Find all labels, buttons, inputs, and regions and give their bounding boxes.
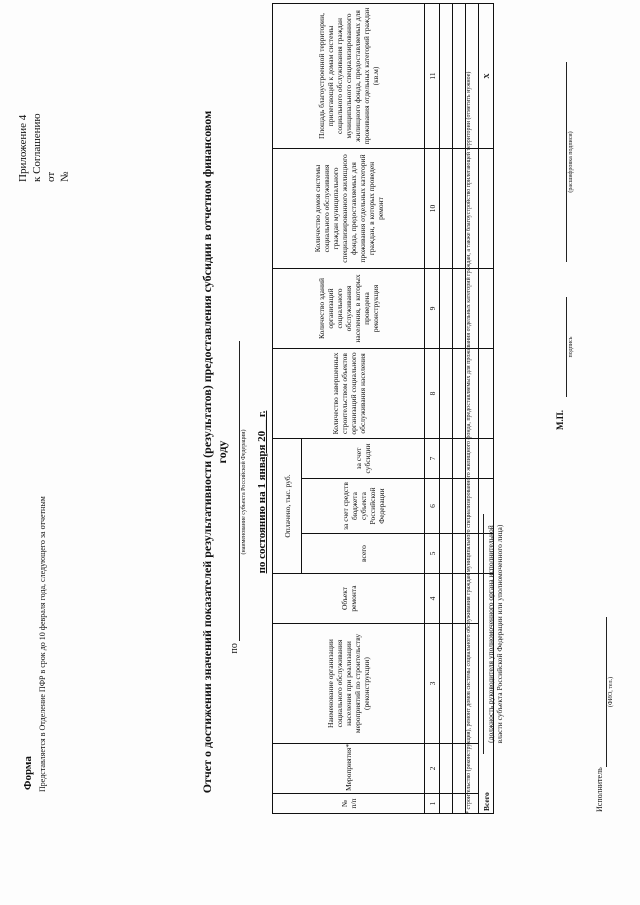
table-cell	[440, 148, 453, 268]
table-cell	[479, 148, 494, 268]
stamp-place-label: М.П.	[555, 410, 565, 430]
col-number-header: № п/п	[273, 794, 425, 814]
executor-line	[606, 617, 607, 767]
col-subsidy-header: за счет субсидии	[302, 438, 425, 478]
table-cell	[453, 534, 466, 574]
table-cell	[440, 348, 453, 438]
table-cell	[453, 574, 466, 624]
col-num: 4	[425, 574, 440, 624]
table-cell	[440, 624, 453, 744]
col-num: 3	[425, 624, 440, 744]
col-repaired-houses-header: Количество домов системы социального обслуживания граждан муниципального специализированного жилищного фонда, предоставляемых для проживания отдельных категорий граждан, в которых проведен ремонт	[273, 148, 425, 268]
position-underline	[483, 514, 484, 754]
table-cell	[453, 438, 466, 478]
header-row-1	[273, 3, 302, 813]
col-num: 10	[425, 148, 440, 268]
table-cell	[453, 624, 466, 744]
col-num: 2	[425, 744, 440, 794]
table-cell	[479, 268, 494, 348]
table-cell	[440, 438, 453, 478]
region-caption: (наименование субъекта Российской Федерации)	[241, 429, 247, 555]
appendix-agreement: к Соглашению	[31, 113, 43, 182]
paid-group-header: Оплачено, тыс. руб.	[273, 438, 302, 573]
col-num: 9	[425, 268, 440, 348]
report-title: Отчет о достижении значений показателей результативности (результатов) предоставления субсидии в отчетном финансовом году	[200, 110, 229, 794]
table-cell	[453, 148, 466, 268]
footnote: * строительство (реконструкция), ремонт домов системы социального обслуживания граждан муниципального специализированного жилищного фонда, предоставляемых для проживания отдельных категорий граждан, а также благоустройство прилегающей территории (отметить нужное)	[466, 71, 472, 814]
appendix-block	[16, 12, 72, 182]
col-num: 1	[425, 794, 440, 814]
table-cell	[440, 744, 453, 794]
as-of-date: по состоянию на 1 января 20__ г.	[256, 410, 268, 574]
col-num: 8	[425, 348, 440, 438]
rotated-form	[10, 2, 630, 902]
col-organization-header: Наименование организации социального обслуживания населения при реализации мероприятий по строительству (реконструкции)	[273, 624, 425, 744]
region-blank	[228, 341, 240, 641]
col-reconstructed-buildings-header: Количество зданий организаций социального обслуживания населения, в которых проведена реконструкция	[273, 268, 425, 348]
appendix-date: от	[45, 171, 57, 182]
table-cell	[453, 744, 466, 794]
col-num: 5	[425, 534, 440, 574]
table-cell	[440, 3, 453, 148]
signature-caption: подпись	[568, 336, 574, 358]
table-cell	[440, 479, 453, 534]
table-cell	[440, 794, 453, 814]
col-num: 11	[425, 3, 440, 148]
total-label: Всего	[479, 574, 494, 814]
region-prefix: по	[229, 643, 240, 654]
table-cell	[453, 794, 466, 814]
table-cell	[440, 268, 453, 348]
table-cell	[440, 574, 453, 624]
col-improved-area-header: Площадь благоустроенной территории, прилегающей к домам системы социального обслуживания граждан муниципального специализированного жилищного фонда, предоставляемых для проживания отдельных категорий граждан (кв.м)	[273, 3, 425, 148]
col-total-header: всего	[302, 534, 425, 574]
table-cell	[453, 479, 466, 534]
table-cell	[440, 534, 453, 574]
col-num: 7	[425, 438, 440, 478]
table-row	[440, 3, 453, 813]
appendix-no: №	[59, 171, 71, 182]
executor-label: Исполнитель	[595, 767, 604, 812]
head-position-caption: (должность руководителя уполномоченного органа исполнительной власти субъекта Российской Федерации или уполномоченного лица)	[486, 524, 504, 744]
table-row	[453, 3, 466, 813]
form-label: Форма	[22, 756, 34, 790]
table-cell	[453, 348, 466, 438]
appendix-number: Приложение 4	[17, 114, 29, 182]
table-cell	[479, 348, 494, 438]
region-line	[228, 262, 240, 732]
column-numbers-row	[425, 3, 440, 813]
col-measures-header: Мероприятия*	[273, 744, 425, 794]
col-num: 6	[425, 479, 440, 534]
signature-line	[566, 297, 567, 397]
signature-decoding-line	[566, 62, 567, 262]
table-cell	[453, 3, 466, 148]
table-cell	[453, 268, 466, 348]
table-cell	[479, 438, 494, 478]
col-regional-budget-header: за счет средств бюджета субъекта Российской Федерации	[302, 479, 425, 534]
report-table	[272, 3, 494, 814]
col-repair-object-header: Объект ремонта	[273, 574, 425, 624]
signature-decoding-caption: (расшифровка подписи)	[568, 131, 574, 193]
submission-note: Представляется в Отделение ПФР в срок до 10 февраля года, следующего за отчетным	[38, 496, 47, 792]
col-completed-objects-header: Количество завершенных строительством объектов организаций социального обслуживания населения	[273, 348, 425, 438]
total-x-mark: X	[479, 3, 494, 148]
executor-caption: (ФИО, тел.)	[608, 676, 614, 708]
